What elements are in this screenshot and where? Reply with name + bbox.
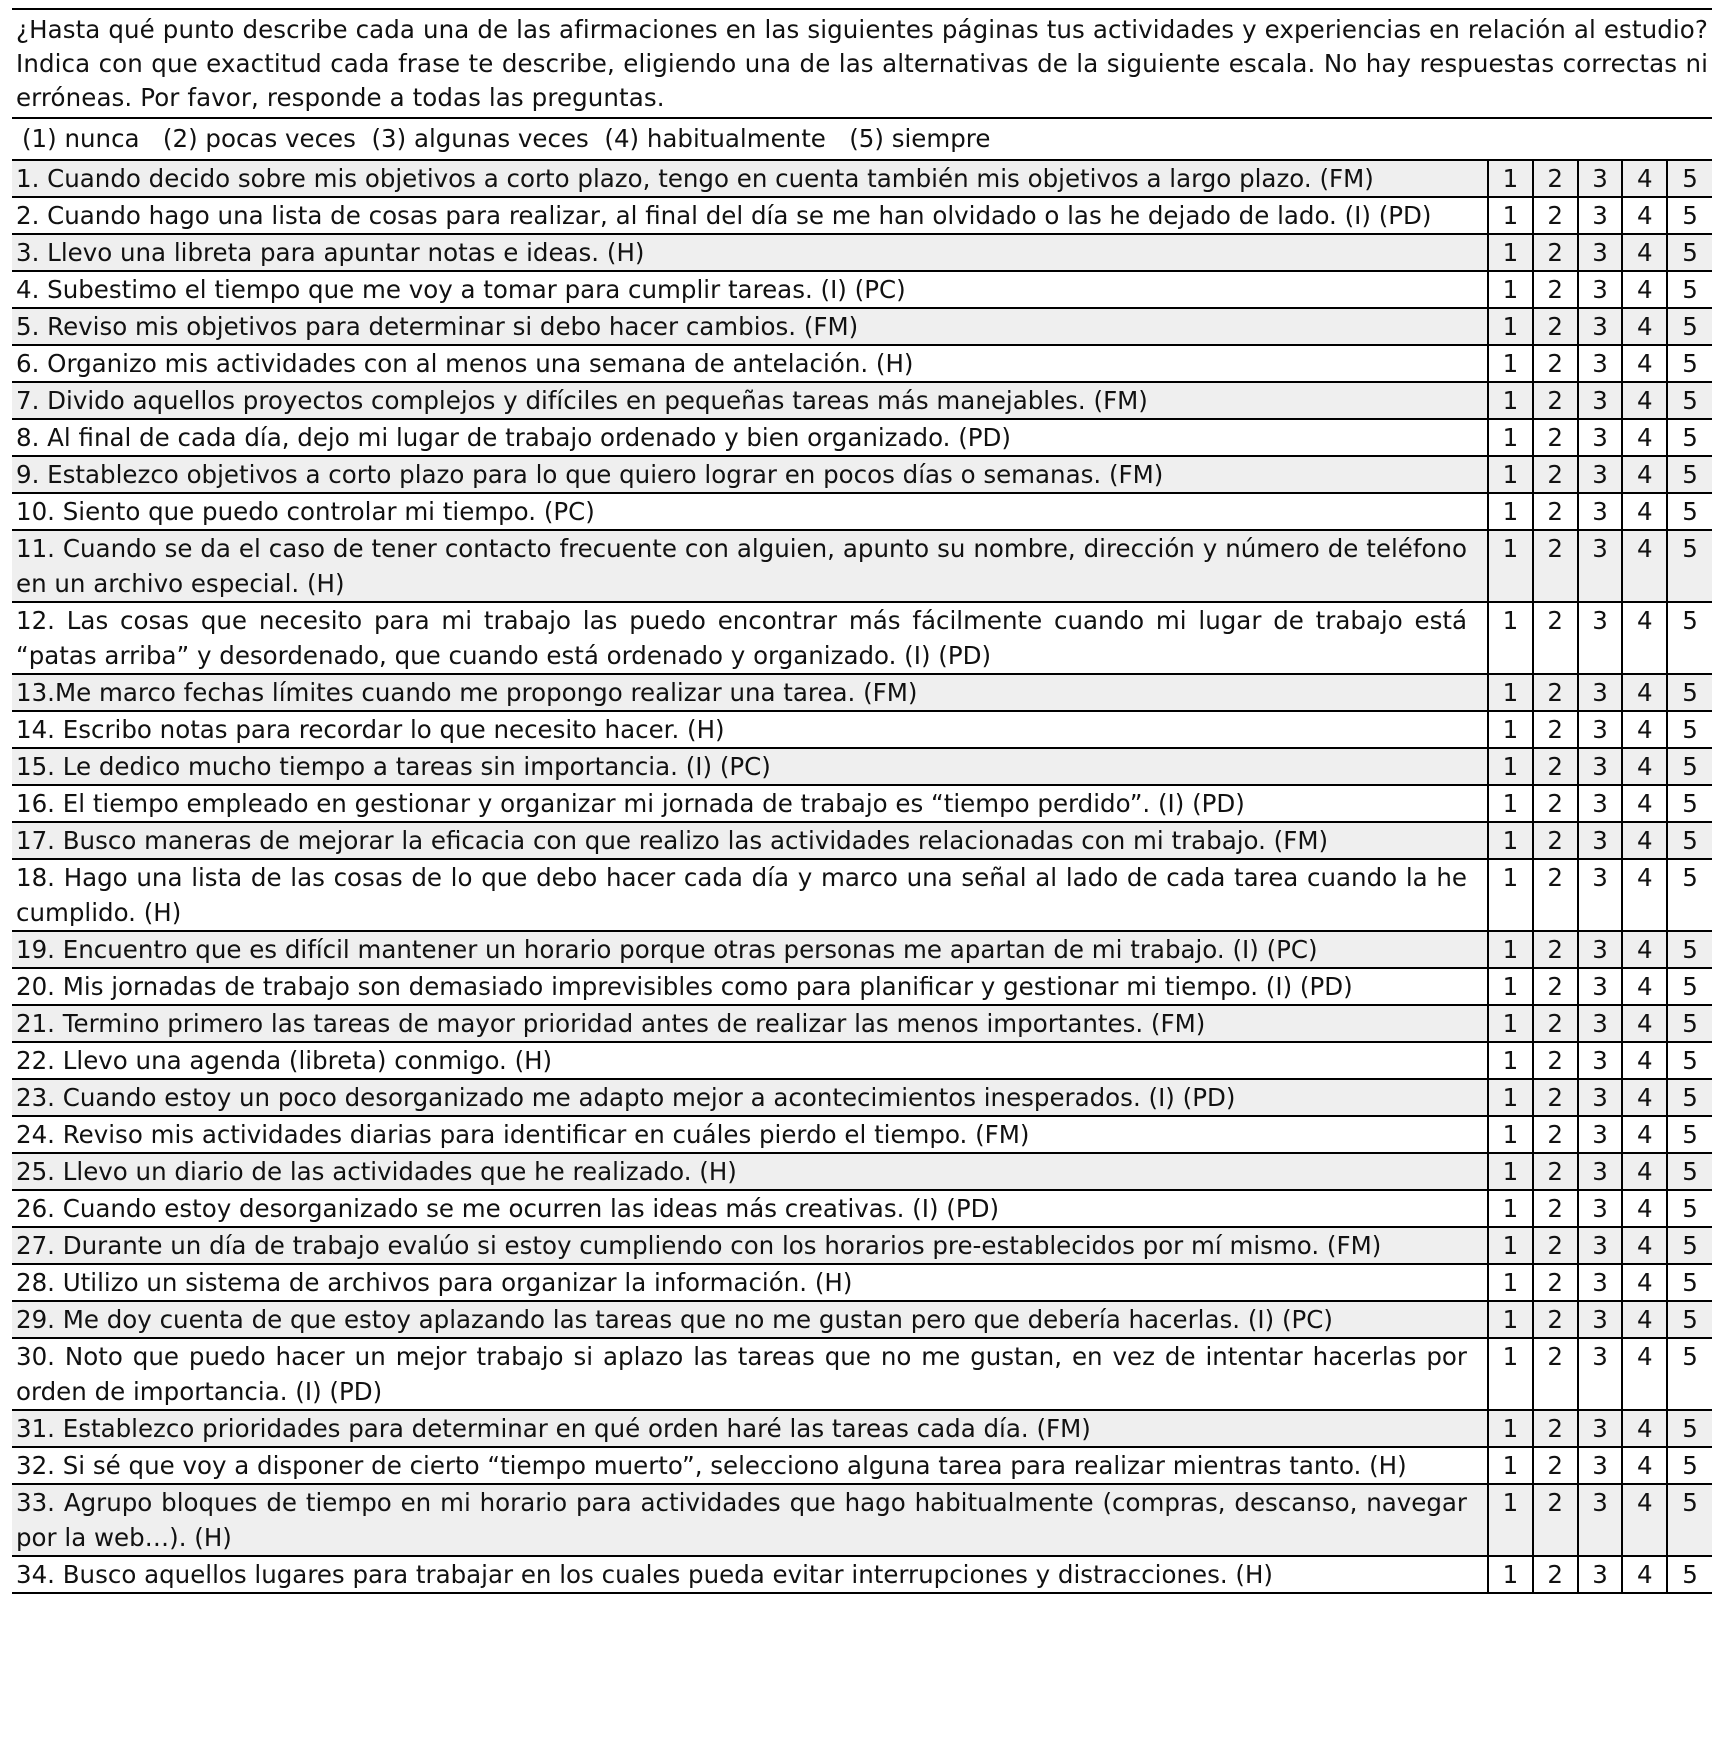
question-text: 15. Le dedico mucho tiempo a tareas sin importancia. (I) (PC) bbox=[16, 752, 771, 781]
question-text: 3. Llevo una libreta para apuntar notas e ideas. (H) bbox=[16, 238, 645, 267]
question-row bbox=[12, 1153, 1712, 1190]
answer-option-1[interactable]: 1 bbox=[1488, 160, 1533, 197]
question-row bbox=[12, 748, 1712, 785]
answer-option-4[interactable]: 4 bbox=[1622, 1447, 1667, 1484]
question-text: 1. Cuando decido sobre mis objetivos a corto plazo, tengo en cuenta también mis objetivos a largo plazo. (FM) bbox=[16, 164, 1374, 193]
question-row bbox=[12, 968, 1712, 1005]
answer-option-3[interactable]: 3 bbox=[1578, 382, 1623, 419]
answer-option-4[interactable]: 4 bbox=[1622, 1042, 1667, 1079]
answer-option-3[interactable]: 3 bbox=[1578, 674, 1623, 711]
answer-option-1[interactable]: 1 bbox=[1488, 1556, 1533, 1593]
answer-option-3[interactable]: 3 bbox=[1578, 785, 1623, 822]
question-text: 21. Termino primero las tareas de mayor prioridad antes de realizar las menos importantes. (FM) bbox=[16, 1009, 1206, 1038]
answer-option-3[interactable]: 3 bbox=[1578, 1079, 1623, 1116]
question-text: 26. Cuando estoy desorganizado se me ocurren las ideas más creativas. (I) (PD) bbox=[16, 1194, 1000, 1223]
question-text: 5. Reviso mis objetivos para determinar si debo hacer cambios. (FM) bbox=[16, 312, 859, 341]
answer-option-3[interactable]: 3 bbox=[1578, 859, 1623, 931]
answer-option-4[interactable]: 4 bbox=[1622, 456, 1667, 493]
answer-option-5[interactable]: 5 bbox=[1667, 160, 1712, 197]
question-text: 29. Me doy cuenta de que estoy aplazando las tareas que no me gustan pero que debería hacerlas. (I) (PC) bbox=[16, 1305, 1333, 1334]
answer-option-5[interactable]: 5 bbox=[1667, 234, 1712, 271]
answer-option-2[interactable]: 2 bbox=[1533, 1338, 1578, 1410]
answer-option-1[interactable]: 1 bbox=[1488, 1227, 1533, 1264]
answer-option-3[interactable]: 3 bbox=[1578, 456, 1623, 493]
answer-option-3[interactable]: 3 bbox=[1578, 1338, 1623, 1410]
answer-option-5[interactable]: 5 bbox=[1667, 1116, 1712, 1153]
answer-option-1[interactable]: 1 bbox=[1488, 1005, 1533, 1042]
answer-option-2[interactable]: 2 bbox=[1533, 859, 1578, 931]
answer-option-1[interactable]: 1 bbox=[1488, 530, 1533, 602]
answer-option-5[interactable]: 5 bbox=[1667, 419, 1712, 456]
question-row bbox=[12, 308, 1712, 345]
answer-option-1[interactable]: 1 bbox=[1488, 382, 1533, 419]
answer-option-2[interactable]: 2 bbox=[1533, 197, 1578, 234]
answer-option-1[interactable]: 1 bbox=[1488, 197, 1533, 234]
answer-option-5[interactable]: 5 bbox=[1667, 931, 1712, 968]
answer-option-2[interactable]: 2 bbox=[1533, 1042, 1578, 1079]
answer-option-1[interactable]: 1 bbox=[1488, 1116, 1533, 1153]
answer-option-3[interactable]: 3 bbox=[1578, 1190, 1623, 1227]
answer-option-3[interactable]: 3 bbox=[1578, 1042, 1623, 1079]
question-row bbox=[12, 1484, 1712, 1556]
answer-option-1[interactable]: 1 bbox=[1488, 345, 1533, 382]
answer-option-4[interactable]: 4 bbox=[1622, 748, 1667, 785]
answer-option-4[interactable]: 4 bbox=[1622, 382, 1667, 419]
scale-legend: (1) nunca (2) pocas veces (3) algunas veces (4) habitualmente (5) siempre bbox=[22, 124, 991, 153]
question-text: 6. Organizo mis actividades con al menos una semana de antelación. (H) bbox=[16, 349, 914, 378]
answer-option-3[interactable]: 3 bbox=[1578, 602, 1623, 674]
answer-option-4[interactable]: 4 bbox=[1622, 419, 1667, 456]
answer-option-1[interactable]: 1 bbox=[1488, 968, 1533, 1005]
question-text: 7. Divido aquellos proyectos complejos y difíciles en pequeñas tareas más manejables. (FM) bbox=[16, 386, 1148, 415]
answer-option-2[interactable]: 2 bbox=[1533, 822, 1578, 859]
answer-option-2[interactable]: 2 bbox=[1533, 1556, 1578, 1593]
answer-option-3[interactable]: 3 bbox=[1578, 1410, 1623, 1447]
question-row bbox=[12, 602, 1712, 674]
answer-option-4[interactable]: 4 bbox=[1622, 785, 1667, 822]
answer-option-5[interactable]: 5 bbox=[1667, 1410, 1712, 1447]
answer-option-1[interactable]: 1 bbox=[1488, 822, 1533, 859]
answer-option-5[interactable]: 5 bbox=[1667, 785, 1712, 822]
answer-option-4[interactable]: 4 bbox=[1622, 234, 1667, 271]
answer-option-2[interactable]: 2 bbox=[1533, 748, 1578, 785]
question-text: 22. Llevo una agenda (libreta) conmigo. (H) bbox=[16, 1046, 553, 1075]
question-text: 34. Busco aquellos lugares para trabajar en los cuales pueda evitar interrupciones y distracciones. (H) bbox=[16, 1560, 1273, 1589]
question-text: 2. Cuando hago una lista de cosas para realizar, al final del día se me han olvidado o las he dejado de lado. (I) (PD) bbox=[16, 201, 1432, 230]
answer-option-5[interactable]: 5 bbox=[1667, 822, 1712, 859]
answer-option-5[interactable]: 5 bbox=[1667, 1005, 1712, 1042]
answer-option-1[interactable]: 1 bbox=[1488, 234, 1533, 271]
question-text: 12. Las cosas que necesito para mi trabajo las puedo encontrar más fácilmente cuando mi lugar de trabajo está “patas arriba” y desordenado, que cuando está ordenado y organizado. (I) (PD) bbox=[16, 606, 1467, 670]
answer-option-2[interactable]: 2 bbox=[1533, 1301, 1578, 1338]
question-row bbox=[12, 1264, 1712, 1301]
answer-option-1[interactable]: 1 bbox=[1488, 1447, 1533, 1484]
answer-option-4[interactable]: 4 bbox=[1622, 1301, 1667, 1338]
answer-option-2[interactable]: 2 bbox=[1533, 382, 1578, 419]
answer-option-3[interactable]: 3 bbox=[1578, 748, 1623, 785]
answer-option-4[interactable]: 4 bbox=[1622, 1116, 1667, 1153]
answer-option-4[interactable]: 4 bbox=[1622, 1556, 1667, 1593]
question-row bbox=[12, 234, 1712, 271]
instructions-text: ¿Hasta qué punto describe cada una de las afirmaciones en las siguientes páginas tus actividades y experiencias en relación al estudio? Indica con que exactitud cada frase te describe, eligiendo una de las alternativas de la siguiente escala. No hay respuestas correctas ni erróneas. Por favor, responde a todas las preguntas. bbox=[12, 8, 1712, 119]
question-text: 8. Al final de cada día, dejo mi lugar de trabajo ordenado y bien organizado. (PD) bbox=[16, 423, 1011, 452]
answer-option-4[interactable]: 4 bbox=[1622, 493, 1667, 530]
answer-option-5[interactable]: 5 bbox=[1667, 711, 1712, 748]
answer-option-2[interactable]: 2 bbox=[1533, 308, 1578, 345]
question-row bbox=[12, 345, 1712, 382]
answer-option-5[interactable]: 5 bbox=[1667, 1556, 1712, 1593]
answer-option-3[interactable]: 3 bbox=[1578, 345, 1623, 382]
answer-option-2[interactable]: 2 bbox=[1533, 345, 1578, 382]
answer-option-1[interactable]: 1 bbox=[1488, 1190, 1533, 1227]
answer-option-2[interactable]: 2 bbox=[1533, 530, 1578, 602]
answer-option-5[interactable]: 5 bbox=[1667, 1153, 1712, 1190]
question-text: 11. Cuando se da el caso de tener contacto frecuente con alguien, apunto su nombre, dirección y número de teléfono en un archivo especial. (H) bbox=[16, 534, 1467, 598]
answer-option-4[interactable]: 4 bbox=[1622, 1264, 1667, 1301]
question-text: 16. El tiempo empleado en gestionar y organizar mi jornada de trabajo es “tiempo perdido”. (I) (PD) bbox=[16, 789, 1245, 818]
answer-option-5[interactable]: 5 bbox=[1667, 859, 1712, 931]
answer-option-4[interactable]: 4 bbox=[1622, 602, 1667, 674]
answer-option-3[interactable]: 3 bbox=[1578, 1556, 1623, 1593]
question-text: 18. Hago una lista de las cosas de lo que debo hacer cada día y marco una señal al lado de cada tarea cuando la he cumplido. (H) bbox=[16, 863, 1467, 927]
answer-option-1[interactable]: 1 bbox=[1488, 674, 1533, 711]
answer-option-3[interactable]: 3 bbox=[1578, 160, 1623, 197]
answer-option-5[interactable]: 5 bbox=[1667, 1264, 1712, 1301]
answer-option-2[interactable]: 2 bbox=[1533, 968, 1578, 1005]
answer-option-2[interactable]: 2 bbox=[1533, 271, 1578, 308]
answer-option-3[interactable]: 3 bbox=[1578, 493, 1623, 530]
answer-option-2[interactable]: 2 bbox=[1533, 674, 1578, 711]
question-text: 31. Establezco prioridades para determinar en qué orden haré las tareas cada día. (FM) bbox=[16, 1414, 1091, 1443]
question-text: 32. Si sé que voy a disponer de cierto “tiempo muerto”, selecciono alguna tarea para realizar mientras tanto. (H) bbox=[16, 1451, 1407, 1480]
answer-option-4[interactable]: 4 bbox=[1622, 859, 1667, 931]
question-row bbox=[12, 1556, 1712, 1593]
question-row bbox=[12, 160, 1712, 197]
answer-option-5[interactable]: 5 bbox=[1667, 968, 1712, 1005]
answer-option-5[interactable]: 5 bbox=[1667, 1042, 1712, 1079]
answer-option-5[interactable]: 5 bbox=[1667, 1190, 1712, 1227]
answer-option-2[interactable]: 2 bbox=[1533, 1153, 1578, 1190]
question-text: 33. Agrupo bloques de tiempo en mi horario para actividades que hago habitualmente (compras, descanso, navegar por la web…). (H) bbox=[16, 1488, 1467, 1552]
answer-option-1[interactable]: 1 bbox=[1488, 859, 1533, 931]
answer-option-1[interactable]: 1 bbox=[1488, 1042, 1533, 1079]
question-text: 23. Cuando estoy un poco desorganizado me adapto mejor a acontecimientos inesperados. (I) (PD) bbox=[16, 1083, 1236, 1112]
question-row bbox=[12, 382, 1712, 419]
answer-option-1[interactable]: 1 bbox=[1488, 785, 1533, 822]
answer-option-2[interactable]: 2 bbox=[1533, 711, 1578, 748]
question-row bbox=[12, 1116, 1712, 1153]
answer-option-2[interactable]: 2 bbox=[1533, 1005, 1578, 1042]
answer-option-4[interactable]: 4 bbox=[1622, 711, 1667, 748]
question-row bbox=[12, 419, 1712, 456]
answer-option-5[interactable]: 5 bbox=[1667, 456, 1712, 493]
answer-option-2[interactable]: 2 bbox=[1533, 602, 1578, 674]
question-text: 13.Me marco fechas límites cuando me propongo realizar una tarea. (FM) bbox=[16, 678, 918, 707]
question-row bbox=[12, 1410, 1712, 1447]
answer-option-1[interactable]: 1 bbox=[1488, 493, 1533, 530]
question-row bbox=[12, 530, 1712, 602]
answer-option-5[interactable]: 5 bbox=[1667, 1227, 1712, 1264]
question-text: 10. Siento que puedo controlar mi tiempo. (PC) bbox=[16, 497, 595, 526]
question-text: 17. Busco maneras de mejorar la eficacia con que realizo las actividades relacionadas con mi trabajo. (FM) bbox=[16, 826, 1329, 855]
question-text: 30. Noto que puedo hacer un mejor trabajo si aplazo las tareas que no me gustan, en vez de intentar hacerlas por orden de importancia. (I) (PD) bbox=[16, 1342, 1467, 1406]
answer-option-5[interactable]: 5 bbox=[1667, 1338, 1712, 1410]
answer-option-1[interactable]: 1 bbox=[1488, 1484, 1533, 1556]
answer-option-4[interactable]: 4 bbox=[1622, 968, 1667, 1005]
answer-option-4[interactable]: 4 bbox=[1622, 530, 1667, 602]
question-text: 28. Utilizo un sistema de archivos para organizar la información. (H) bbox=[16, 1268, 853, 1297]
answer-option-5[interactable]: 5 bbox=[1667, 1301, 1712, 1338]
questionnaire-table bbox=[12, 159, 1712, 1594]
answer-option-5[interactable]: 5 bbox=[1667, 748, 1712, 785]
answer-option-1[interactable]: 1 bbox=[1488, 931, 1533, 968]
question-text: 20. Mis jornadas de trabajo son demasiado imprevisibles como para planificar y gestionar mi tiempo. (I) (PD) bbox=[16, 972, 1353, 1001]
answer-option-1[interactable]: 1 bbox=[1488, 271, 1533, 308]
answer-option-3[interactable]: 3 bbox=[1578, 1301, 1623, 1338]
answer-option-4[interactable]: 4 bbox=[1622, 1227, 1667, 1264]
question-row bbox=[12, 822, 1712, 859]
answer-option-4[interactable]: 4 bbox=[1622, 345, 1667, 382]
answer-option-3[interactable]: 3 bbox=[1578, 234, 1623, 271]
question-row bbox=[12, 674, 1712, 711]
answer-option-4[interactable]: 4 bbox=[1622, 1338, 1667, 1410]
answer-option-2[interactable]: 2 bbox=[1533, 1190, 1578, 1227]
answer-option-3[interactable]: 3 bbox=[1578, 530, 1623, 602]
answer-option-3[interactable]: 3 bbox=[1578, 1005, 1623, 1042]
answer-option-1[interactable]: 1 bbox=[1488, 1079, 1533, 1116]
question-row bbox=[12, 1190, 1712, 1227]
answer-option-5[interactable]: 5 bbox=[1667, 602, 1712, 674]
answer-option-4[interactable]: 4 bbox=[1622, 1005, 1667, 1042]
answer-option-2[interactable]: 2 bbox=[1533, 1447, 1578, 1484]
question-row bbox=[12, 493, 1712, 530]
question-row bbox=[12, 1447, 1712, 1484]
answer-option-5[interactable]: 5 bbox=[1667, 674, 1712, 711]
answer-option-3[interactable]: 3 bbox=[1578, 271, 1623, 308]
answer-option-2[interactable]: 2 bbox=[1533, 1410, 1578, 1447]
answer-option-1[interactable]: 1 bbox=[1488, 1410, 1533, 1447]
answer-option-1[interactable]: 1 bbox=[1488, 1264, 1533, 1301]
answer-option-3[interactable]: 3 bbox=[1578, 931, 1623, 968]
answer-option-2[interactable]: 2 bbox=[1533, 1264, 1578, 1301]
answer-option-4[interactable]: 4 bbox=[1622, 271, 1667, 308]
question-text: 27. Durante un día de trabajo evalúo si estoy cumpliendo con los horarios pre-establecidos por mí mismo. (FM) bbox=[16, 1231, 1382, 1260]
answer-option-3[interactable]: 3 bbox=[1578, 822, 1623, 859]
answer-option-2[interactable]: 2 bbox=[1533, 234, 1578, 271]
answer-option-4[interactable]: 4 bbox=[1622, 931, 1667, 968]
answer-option-5[interactable]: 5 bbox=[1667, 1079, 1712, 1116]
answer-option-4[interactable]: 4 bbox=[1622, 1079, 1667, 1116]
answer-option-4[interactable]: 4 bbox=[1622, 1190, 1667, 1227]
answer-option-5[interactable]: 5 bbox=[1667, 197, 1712, 234]
answer-option-1[interactable]: 1 bbox=[1488, 419, 1533, 456]
question-text: 4. Subestimo el tiempo que me voy a tomar para cumplir tareas. (I) (PC) bbox=[16, 275, 906, 304]
answer-option-4[interactable]: 4 bbox=[1622, 674, 1667, 711]
question-row bbox=[12, 1042, 1712, 1079]
question-text: 19. Encuentro que es difícil mantener un horario porque otras personas me apartan de mi trabajo. (I) (PC) bbox=[16, 935, 1318, 964]
answer-option-4[interactable]: 4 bbox=[1622, 308, 1667, 345]
answer-option-4[interactable]: 4 bbox=[1622, 197, 1667, 234]
answer-option-4[interactable]: 4 bbox=[1622, 1410, 1667, 1447]
answer-option-3[interactable]: 3 bbox=[1578, 197, 1623, 234]
answer-option-4[interactable]: 4 bbox=[1622, 1484, 1667, 1556]
answer-option-5[interactable]: 5 bbox=[1667, 382, 1712, 419]
answer-option-5[interactable]: 5 bbox=[1667, 1447, 1712, 1484]
answer-option-4[interactable]: 4 bbox=[1622, 160, 1667, 197]
answer-option-1[interactable]: 1 bbox=[1488, 1338, 1533, 1410]
question-text: 25. Llevo un diario de las actividades que he realizado. (H) bbox=[16, 1157, 737, 1186]
answer-option-3[interactable]: 3 bbox=[1578, 1227, 1623, 1264]
answer-option-2[interactable]: 2 bbox=[1533, 931, 1578, 968]
answer-option-1[interactable]: 1 bbox=[1488, 711, 1533, 748]
answer-option-1[interactable]: 1 bbox=[1488, 748, 1533, 785]
question-row bbox=[12, 711, 1712, 748]
question-row bbox=[12, 1005, 1712, 1042]
answer-option-1[interactable]: 1 bbox=[1488, 456, 1533, 493]
answer-option-2[interactable]: 2 bbox=[1533, 785, 1578, 822]
question-row bbox=[12, 859, 1712, 931]
answer-option-3[interactable]: 3 bbox=[1578, 1484, 1623, 1556]
question-text: 9. Establezco objetivos a corto plazo para lo que quiero lograr en pocos días o semanas. (FM) bbox=[16, 460, 1164, 489]
questionnaire-page bbox=[12, 8, 1712, 1594]
answer-option-3[interactable]: 3 bbox=[1578, 308, 1623, 345]
answer-option-2[interactable]: 2 bbox=[1533, 1484, 1578, 1556]
answer-option-3[interactable]: 3 bbox=[1578, 1153, 1623, 1190]
answer-option-1[interactable]: 1 bbox=[1488, 1301, 1533, 1338]
question-row bbox=[12, 931, 1712, 968]
answer-option-3[interactable]: 3 bbox=[1578, 1116, 1623, 1153]
answer-option-5[interactable]: 5 bbox=[1667, 271, 1712, 308]
answer-option-2[interactable]: 2 bbox=[1533, 1079, 1578, 1116]
question-row bbox=[12, 1227, 1712, 1264]
answer-option-3[interactable]: 3 bbox=[1578, 1264, 1623, 1301]
question-row bbox=[12, 1338, 1712, 1410]
answer-option-4[interactable]: 4 bbox=[1622, 822, 1667, 859]
answer-option-5[interactable]: 5 bbox=[1667, 345, 1712, 382]
question-row bbox=[12, 1079, 1712, 1116]
answer-option-1[interactable]: 1 bbox=[1488, 602, 1533, 674]
answer-option-2[interactable]: 2 bbox=[1533, 493, 1578, 530]
answer-option-3[interactable]: 3 bbox=[1578, 419, 1623, 456]
answer-option-1[interactable]: 1 bbox=[1488, 308, 1533, 345]
answer-option-3[interactable]: 3 bbox=[1578, 968, 1623, 1005]
questionnaire-rows bbox=[12, 160, 1712, 1593]
answer-option-3[interactable]: 3 bbox=[1578, 711, 1623, 748]
question-row bbox=[12, 271, 1712, 308]
answer-option-2[interactable]: 2 bbox=[1533, 1227, 1578, 1264]
answer-option-5[interactable]: 5 bbox=[1667, 493, 1712, 530]
question-row bbox=[12, 197, 1712, 234]
question-row bbox=[12, 456, 1712, 493]
question-row bbox=[12, 1301, 1712, 1338]
answer-option-2[interactable]: 2 bbox=[1533, 456, 1578, 493]
question-text: 14. Escribo notas para recordar lo que necesito hacer. (H) bbox=[16, 715, 725, 744]
answer-option-5[interactable]: 5 bbox=[1667, 1484, 1712, 1556]
answer-option-5[interactable]: 5 bbox=[1667, 530, 1712, 602]
question-text: 24. Reviso mis actividades diarias para identificar en cuáles pierdo el tiempo. (FM) bbox=[16, 1120, 1030, 1149]
answer-option-3[interactable]: 3 bbox=[1578, 1447, 1623, 1484]
question-row bbox=[12, 785, 1712, 822]
answer-option-5[interactable]: 5 bbox=[1667, 308, 1712, 345]
answer-option-1[interactable]: 1 bbox=[1488, 1153, 1533, 1190]
answer-option-2[interactable]: 2 bbox=[1533, 1116, 1578, 1153]
answer-option-4[interactable]: 4 bbox=[1622, 1153, 1667, 1190]
answer-option-2[interactable]: 2 bbox=[1533, 160, 1578, 197]
answer-option-2[interactable]: 2 bbox=[1533, 419, 1578, 456]
